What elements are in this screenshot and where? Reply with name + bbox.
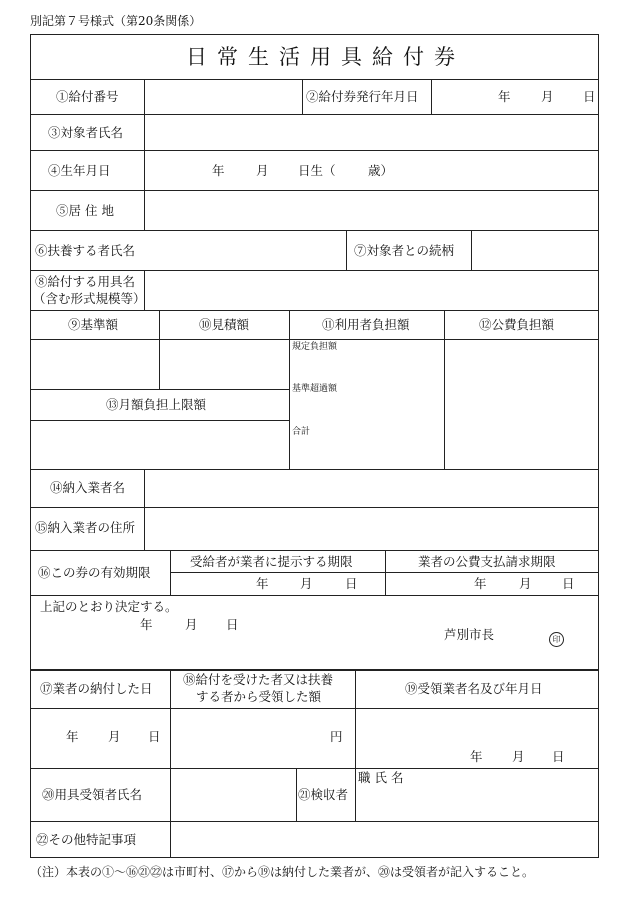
- label-excess-amount: 基準超過額: [292, 384, 338, 394]
- benefit-number-field[interactable]: [146, 81, 300, 112]
- claim-month: 月: [519, 576, 532, 591]
- label-subject-name: ③対象者氏名: [48, 125, 124, 140]
- delivered-day: 日: [148, 729, 161, 744]
- page-title: 日常生活用具給付券: [186, 45, 465, 69]
- decision-month: 月: [185, 617, 198, 632]
- label-received-amount-2: する者から受領した額: [196, 689, 322, 704]
- label-delivered-date: ⑰業者の納付した日: [40, 681, 153, 696]
- birth-year: 年: [212, 163, 225, 178]
- label-public-burden: ⑫公費負担額: [479, 317, 555, 332]
- label-total: 合計: [292, 427, 311, 437]
- equipment-name-field[interactable]: [146, 272, 596, 308]
- delivered-year: 年: [66, 729, 79, 744]
- vendor-recv-month: 月: [512, 749, 525, 764]
- label-issue-date: ②給付券発行年月日: [306, 89, 419, 104]
- label-monthly-cap: ⑬月額負担上限額: [106, 397, 207, 412]
- label-claim-deadline: 業者の公費支払請求期限: [418, 554, 556, 569]
- label-estimate: ⑩見積額: [199, 317, 250, 332]
- form-number: 別記第７号様式（第20条関係）: [30, 14, 202, 28]
- present-year: 年: [256, 576, 269, 591]
- decision-day: 日: [226, 617, 239, 632]
- label-recipient-name: ⑳用具受領者氏名: [42, 787, 143, 802]
- label-equipment-name: ⑧給付する用具名: [35, 274, 136, 289]
- label-base-amount: ⑨基準額: [68, 317, 119, 332]
- label-address: ⑤居 住 地: [56, 203, 114, 218]
- label-benefit-number: ①給付番号: [56, 89, 119, 104]
- birth-day-age: 日生（: [298, 163, 336, 178]
- seal-mark: 印: [549, 627, 564, 647]
- label-supporter-name: ⑥扶養する者氏名: [35, 243, 136, 258]
- claim-year: 年: [474, 576, 487, 591]
- issue-date-day: 日: [583, 89, 596, 104]
- issue-date-month: 月: [541, 89, 554, 104]
- address-field[interactable]: [146, 192, 596, 228]
- birth-month: 月: [256, 163, 269, 178]
- supporter-name-field[interactable]: [146, 232, 344, 268]
- subject-name-field[interactable]: [146, 116, 596, 148]
- label-relation: ⑦対象者との続柄: [354, 243, 455, 258]
- vendor-address-field[interactable]: [146, 509, 596, 548]
- label-vendor-address: ⑮納入業者の住所: [35, 520, 136, 535]
- label-user-burden: ⑪利用者負担額: [322, 317, 410, 332]
- delivered-month: 月: [108, 729, 121, 744]
- footnote: （注）本表の①～⑯㉑㉒は市町村、⑰から⑲は納付した業者が、⑳は受領者が記入すること。: [30, 865, 535, 879]
- vendor-name-field[interactable]: [146, 471, 596, 505]
- decision-year: 年: [140, 617, 153, 632]
- present-day: 日: [345, 576, 358, 591]
- other-notes-field[interactable]: [172, 823, 596, 856]
- label-birth-date: ④生年月日: [48, 163, 111, 178]
- yen-unit: 円: [330, 729, 343, 744]
- decision-statement: 上記のとおり決定する。: [40, 599, 178, 614]
- label-received-amount-1: ⑱給付を受けた者又は扶養: [183, 672, 334, 687]
- label-other-notes: ㉒その他特記事項: [36, 832, 137, 847]
- issue-date-year: 年: [498, 89, 511, 104]
- label-regulated-burden: 規定負担額: [292, 342, 338, 352]
- label-vendor-received: ⑲受領業者名及び年月日: [405, 681, 543, 696]
- label-present-deadline: 受給者が業者に提示する期限: [190, 554, 353, 569]
- label-inspector: ㉑検収者: [298, 787, 349, 802]
- vendor-recv-year: 年: [470, 749, 483, 764]
- label-vendor-name: ⑭納入業者名: [50, 480, 126, 495]
- signer-title: 芦別市長: [444, 627, 495, 642]
- label-validity: ⑯この券の有効期限: [38, 565, 151, 580]
- recipient-name-field[interactable]: [172, 770, 294, 819]
- present-month: 月: [300, 576, 313, 591]
- label-equipment-spec: （含む形式規模等）: [33, 291, 146, 306]
- birth-age-close: 歳）: [368, 163, 394, 178]
- vendor-recv-day: 日: [552, 749, 565, 764]
- relation-field[interactable]: [473, 232, 597, 268]
- label-position-name: 職 氏 名: [358, 770, 404, 785]
- claim-day: 日: [562, 576, 575, 591]
